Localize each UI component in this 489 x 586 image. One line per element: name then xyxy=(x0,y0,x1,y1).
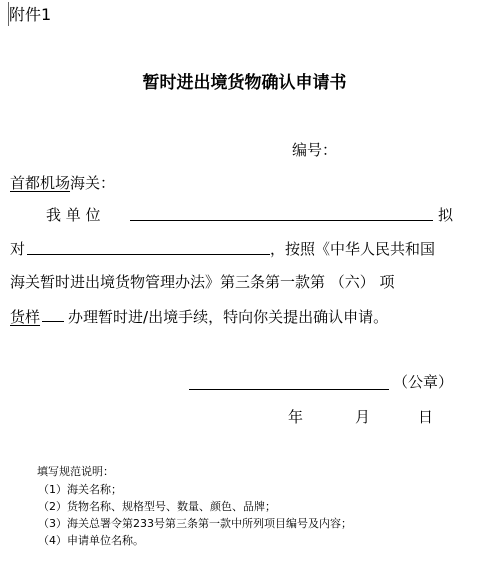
note-item: （1）海关名称； xyxy=(38,483,122,496)
line4-rest: 办理暂时进/出境手续，特向你关提出确认申请。 xyxy=(68,308,389,326)
addressee-suffix: 海关： xyxy=(70,174,116,192)
addressee-customs-name: 首都机场 xyxy=(10,174,71,192)
applicant-blank[interactable] xyxy=(130,206,433,221)
date-year: 年 xyxy=(288,408,304,426)
line1-end: 拟 xyxy=(438,206,454,224)
goods-blank[interactable] xyxy=(27,240,270,255)
seal-label: （公章） xyxy=(393,373,454,391)
date-month: 月 xyxy=(355,408,371,426)
line2-start: 对 xyxy=(10,240,26,258)
addressee xyxy=(10,173,115,193)
attachment-label: 附件1 xyxy=(9,5,52,24)
line4 xyxy=(10,307,388,327)
notes-heading: 填写规范说明： xyxy=(37,465,114,478)
line3: 海关暂时进出境货物管理办法》第三条第一款第 （六） 项 xyxy=(10,273,395,291)
seal-blank[interactable] xyxy=(189,375,389,390)
notes-list xyxy=(38,481,352,549)
date-day: 日 xyxy=(418,408,434,426)
number-label: 编号： xyxy=(292,141,338,159)
note-item: （2）货物名称、规格型号、数量、颜色、品牌； xyxy=(38,500,276,513)
line2-rest: ，按照《中华人民共和国 xyxy=(270,240,436,258)
goods-type: 货样 xyxy=(10,308,41,326)
note-item: （4）申请单位名称。 xyxy=(38,534,144,547)
applicant-label: 我 单 位 xyxy=(46,206,101,224)
line4-blank[interactable] xyxy=(42,307,64,322)
document-title: 暂时进出境货物确认申请书 xyxy=(142,73,347,93)
note-item: （3）海关总署令第233号第三条第一款中所列项目编号及内容； xyxy=(38,517,352,530)
